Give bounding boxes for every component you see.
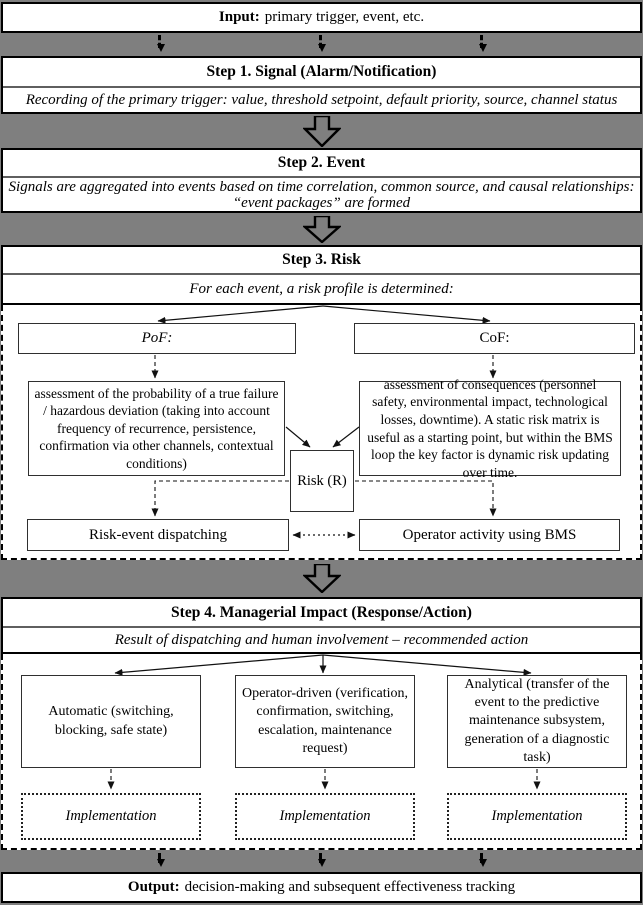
input-label [219,9,424,26]
step1-description: Recording of the primary trigger: value, threshold setpoint, default priority, source, channel status [3,86,640,112]
block-down-arrow [303,216,341,243]
dashed-down-arrow [319,35,322,48]
step1-section [1,56,642,114]
step3-title: Step 3. Risk [282,251,361,268]
step2-section [1,148,642,213]
output-box [1,872,642,903]
fan-arrow-cof [323,306,490,321]
dashed-down-arrow [480,853,483,863]
risk-dispatch-connector [155,481,289,516]
implementation-box-3: Implementation [447,793,627,840]
step4-header [1,597,642,654]
step3-header [1,245,642,305]
step1-title: Step 1. Signal (Alarm/Notification) [206,63,437,80]
step4-description: Result of dispatching and human involvement – recommended action [3,626,640,652]
output-text: decision-making and subsequent effectiveness tracking [184,879,516,895]
dispatching-box: Risk-event dispatching [27,519,289,551]
step3-description: For each event, a risk profile is determined: [3,273,640,303]
step3-inner [5,305,642,558]
block-down-arrow [303,564,341,593]
step4-content [1,654,642,850]
operator-driven-box: Operator-driven (verification, confirmation, switching, escalation, maintenance request) [235,675,415,768]
implementation-box-1: Implementation [21,793,201,840]
cof-risk-arrow [333,427,359,447]
step2-description: Signals are aggregated into events based on time correlation, common source, and causal relationships: “event packages” are formed [3,176,640,212]
block-down-arrow [303,116,341,147]
pof-box: PoF: [18,323,296,354]
step4-title: Step 4. Managerial Impact (Response/Action) [171,603,472,621]
automatic-box: Automatic (switching, blocking, safe state) [21,675,201,768]
cof-box: CoF: [354,323,635,354]
cof-detail-box: assessment of consequences (personnel safety, environmental impact, technological losses, downtime). A static risk matrix is useful as a starting point, but within the BMS loop the key factor is dynamic risk updating over time. [359,381,621,476]
fan-arrow-automatic [115,655,323,673]
implementation-box-2: Implementation [235,793,415,840]
dashed-down-arrow [158,35,161,48]
step2-title: Step 2. Event [277,154,366,171]
input-prefix: Input: [218,9,260,25]
risk-box: Risk (R) [290,450,354,512]
dashed-down-arrow [319,853,322,863]
output-label [128,879,515,896]
dashed-down-arrow [158,853,161,863]
dashed-down-arrow [480,35,483,48]
step4-inner [5,654,642,848]
operator-box: Operator activity using BMS [359,519,620,551]
pof-detail-box: assessment of the probability of a true failure / hazardous deviation (taking into account frequency of recurrence, persistence, confirmation via other channels, contextual conditions) [28,381,285,476]
analytical-box: Analytical (transfer of the event to the predictive maintenance subsystem, generation of a diagnostic task) [447,675,627,768]
fan-arrow-analytical [323,655,531,673]
output-prefix: Output: [127,879,180,895]
input-box [1,2,642,33]
fan-arrow-pof [158,306,323,321]
step3-content [1,305,642,560]
risk-operator-connector [355,481,493,516]
input-text: primary trigger, event, etc. [264,9,425,25]
pof-risk-arrow [286,427,310,447]
